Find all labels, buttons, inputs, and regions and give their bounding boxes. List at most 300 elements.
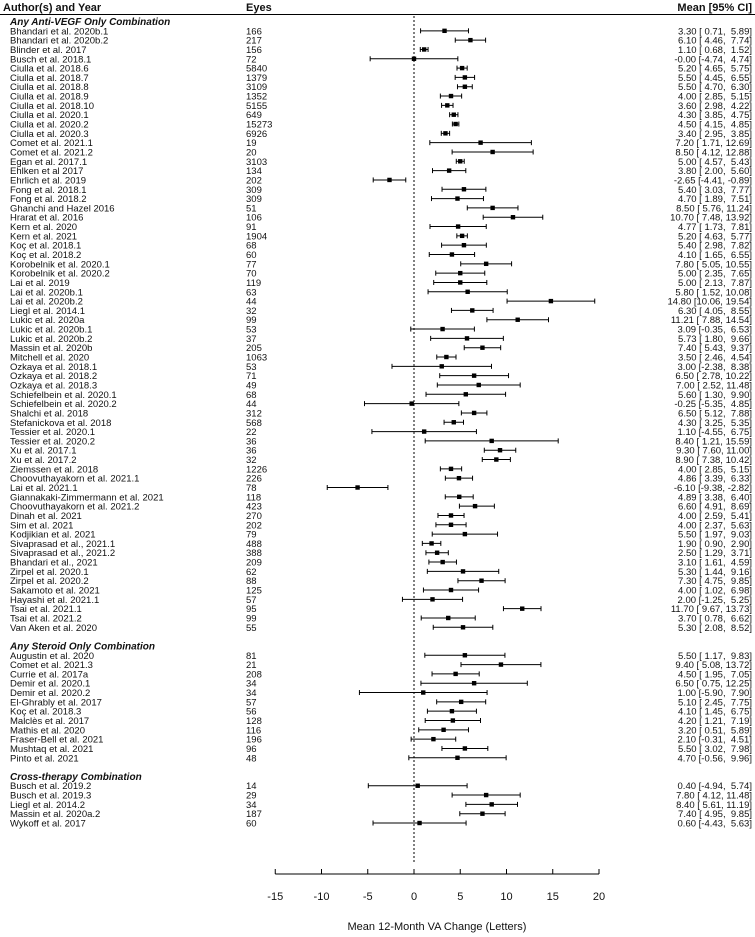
study-estimate: 10.70 [ 7.48, 13.92] xyxy=(670,212,752,224)
study-label: Lai et al. 2020b.1 xyxy=(10,287,83,299)
x-axis xyxy=(267,869,605,903)
study-eyes: 309 xyxy=(246,194,262,206)
study-estimate: 7.40 [ 4.95, 9.85] xyxy=(678,809,752,821)
x-axis-label: Mean 12-Month VA Change (Letters) xyxy=(347,921,527,933)
study-eyes: 14 xyxy=(246,781,257,793)
study-label: Ozkaya et al. 2018.1 xyxy=(10,361,98,373)
study-label: Xu et al. 2017.1 xyxy=(10,445,77,457)
study-label: Sivaprasad et al., 2021.2 xyxy=(10,548,116,560)
point-estimate xyxy=(456,224,460,228)
study-label: Fong et al. 2018.2 xyxy=(10,194,87,206)
study-eyes: 568 xyxy=(246,417,262,429)
point-estimate xyxy=(470,308,474,312)
study-label: Egan et al. 2017.1 xyxy=(10,156,88,168)
study-eyes: 1379 xyxy=(246,72,268,84)
study-eyes: 22 xyxy=(246,427,257,439)
study-label: Ghanchi and Hazel 2016 xyxy=(10,203,115,215)
header-study: Author(s) and Year xyxy=(3,2,102,14)
point-estimate xyxy=(421,690,425,694)
study-label: Schiefelbein et al. 2020.2 xyxy=(10,399,117,411)
study-estimate: 7.40 [ 5.43, 9.37] xyxy=(678,343,752,355)
point-estimate xyxy=(490,206,494,210)
study-eyes: 226 xyxy=(246,473,262,485)
study-estimate: 3.10 [ 1.61, 4.59] xyxy=(678,557,752,569)
study-estimate: 3.20 [ 0.51, 5.89] xyxy=(678,725,752,737)
point-estimate xyxy=(499,662,503,666)
study-eyes: 202 xyxy=(246,175,262,187)
point-estimate xyxy=(472,411,476,415)
point-estimate xyxy=(449,523,453,527)
point-estimate xyxy=(515,318,519,322)
study-eyes: 36 xyxy=(246,436,257,448)
study-eyes: 51 xyxy=(246,203,257,215)
point-estimate xyxy=(549,299,553,303)
point-estimate xyxy=(464,392,468,396)
study-eyes: 312 xyxy=(246,408,262,420)
study-label: Augustin et al. 2020 xyxy=(10,650,94,662)
point-estimate xyxy=(457,495,461,499)
study-label: Lukic et al. 2020a xyxy=(10,315,85,327)
point-estimate xyxy=(480,812,484,816)
study-eyes: 32 xyxy=(246,305,257,317)
study-estimate: 7.80 [ 5.05, 10.55] xyxy=(675,259,752,271)
study-label: Mathis et al. 2020 xyxy=(10,725,85,737)
point-estimate xyxy=(498,448,502,452)
study-eyes: 1904 xyxy=(246,231,268,243)
study-estimate: 4.89 [ 3.38, 6.40] xyxy=(678,492,752,504)
point-estimate xyxy=(355,485,359,489)
study-label: Zirpel et al. 2020.1 xyxy=(10,566,89,578)
study-eyes: 53 xyxy=(246,361,257,373)
group-title: Cross-therapy Combination xyxy=(10,772,142,784)
tick-label: 0 xyxy=(410,891,418,903)
point-estimate xyxy=(449,588,453,592)
study-label: Tessier et al. 2020.1 xyxy=(10,427,96,439)
point-estimate xyxy=(441,728,445,732)
study-eyes: 49 xyxy=(246,380,257,392)
study-estimate: 5.40 [ 2.98, 7.82] xyxy=(678,240,752,252)
study-label: Massin et al. 2020a.2 xyxy=(10,809,101,821)
study-estimate: 4.00 [ 2.59, 5.41] xyxy=(678,510,752,522)
study-estimate: 4.10 [ 1.65, 6.55] xyxy=(678,250,752,261)
point-estimate xyxy=(465,290,469,294)
point-estimate xyxy=(462,187,466,191)
study-label: Kern et al. 2020 xyxy=(10,222,78,234)
point-estimate xyxy=(478,140,482,144)
study-eyes: 116 xyxy=(246,725,262,737)
study-label: Pinto et al. 2021 xyxy=(10,753,79,765)
study-estimate: 2.10 [-0.31, 4.51] xyxy=(677,734,752,746)
tick-label: -15 xyxy=(267,891,284,903)
study-estimate: 6.10 [ 4.46, 7.74] xyxy=(678,35,752,47)
point-estimate xyxy=(472,373,476,377)
study-estimate: 11.21 [ 7.88, 14.54] xyxy=(670,315,752,327)
study-estimate: 4.10 [ 1.45, 6.75] xyxy=(678,706,752,718)
study-eyes: 423 xyxy=(246,501,262,513)
point-estimate xyxy=(458,159,462,163)
study-label: Mitchell et al. 2020 xyxy=(10,352,90,364)
study-eyes: 6926 xyxy=(246,128,268,140)
study-estimate: 4.77 [ 1.73, 7.81] xyxy=(678,222,752,234)
study-estimate: 9.40 [ 5.08, 13.72] xyxy=(675,660,752,672)
point-estimate xyxy=(435,551,439,555)
study-estimate: 6.50 [ 5.12, 7.88] xyxy=(678,408,752,420)
study-eyes: 119 xyxy=(246,277,262,289)
study-label: Mushtaq et al. 2021 xyxy=(10,743,94,755)
study-estimate: 4.00 [ 1.02, 6.98] xyxy=(678,585,752,597)
study-estimate: 7.30 [ 4.75, 9.85] xyxy=(678,576,752,588)
study-estimate: 5.50 [ 4.70, 6.30] xyxy=(678,82,752,94)
study-label: Ciulla et al. 2020.3 xyxy=(10,128,89,140)
point-estimate xyxy=(445,103,449,107)
study-estimate: 4.86 [ 3.39, 6.33] xyxy=(678,473,752,485)
point-estimate xyxy=(460,66,464,70)
study-estimate: 5.30 [ 1.44, 9.16] xyxy=(678,566,752,578)
point-estimate xyxy=(440,364,444,368)
study-estimate: 7.80 [ 4.12, 11.48] xyxy=(676,790,752,802)
study-eyes: 187 xyxy=(246,809,262,821)
study-label: Van Aken et al. 2020 xyxy=(10,622,97,634)
study-eyes: 106 xyxy=(246,212,262,224)
study-label: Tessier et al. 2020.2 xyxy=(10,436,96,448)
study-eyes: 128 xyxy=(246,716,262,727)
study-estimate: 7.00 [ 2.52, 11.48] xyxy=(676,380,752,392)
study-eyes: 70 xyxy=(246,268,257,280)
study-eyes: 44 xyxy=(246,399,257,411)
study-estimate: 6.50 [ 0.75, 12.25] xyxy=(675,678,752,690)
study-estimate: 4.70 [ 1.89, 7.51] xyxy=(678,194,752,206)
point-estimate xyxy=(459,700,463,704)
study-estimate: 5.73 [ 1.80, 9.66] xyxy=(678,333,752,345)
study-estimate: 3.40 [ 2.95, 3.85] xyxy=(678,128,752,140)
study-eyes: 3103 xyxy=(246,156,268,168)
point-estimate xyxy=(449,467,453,471)
study-estimate: 5.50 [ 4.45, 6.55] xyxy=(678,72,752,84)
study-estimate: 5.60 [ 1.30, 9.90] xyxy=(678,389,752,401)
study-eyes: 68 xyxy=(246,240,257,252)
study-eyes: 15273 xyxy=(246,119,273,131)
point-estimate xyxy=(455,756,459,760)
point-estimate xyxy=(460,234,464,238)
study-label: Demir et al. 2020.2 xyxy=(10,688,91,700)
point-estimate xyxy=(472,681,476,685)
point-estimate xyxy=(463,75,467,79)
study-estimate: 14.80 [10.06, 19.54] xyxy=(667,296,752,308)
study-eyes: 57 xyxy=(246,697,257,709)
study-eyes: 79 xyxy=(246,529,257,541)
study-label: Korobelnik et al. 2020.2 xyxy=(10,268,110,280)
study-estimate: 5.40 [ 3.03, 7.77] xyxy=(678,184,752,196)
study-label: Demir et al. 2020.1 xyxy=(10,678,91,690)
point-estimate xyxy=(480,346,484,350)
point-estimate xyxy=(452,113,456,117)
study-estimate: 4.00 [ 2.37, 5.63] xyxy=(678,520,752,532)
point-estimate xyxy=(455,196,459,200)
study-eyes: 36 xyxy=(246,445,257,457)
study-label: Comet et al. 2021.2 xyxy=(10,147,93,159)
study-label: Koç et al. 2018.1 xyxy=(10,240,82,252)
study-label: Comet et al. 2021.1 xyxy=(10,138,93,150)
point-estimate xyxy=(463,85,467,89)
study-label: Shalchi et al. 2018 xyxy=(10,408,89,420)
study-label: Sivaprasad et al., 2021.1 xyxy=(10,538,116,550)
study-eyes: 1352 xyxy=(246,91,268,103)
study-estimate: 3.30 [ 0.71, 5.89] xyxy=(678,26,752,38)
study-eyes: 91 xyxy=(246,222,257,234)
point-estimate xyxy=(494,457,498,461)
study-estimate: 9.30 [ 7.60, 11.00] xyxy=(676,445,752,457)
point-estimate xyxy=(479,579,483,583)
study-label: Hrarat et al. 2016 xyxy=(10,212,84,224)
point-estimate xyxy=(473,504,477,508)
study-eyes: 3109 xyxy=(246,82,268,94)
point-estimate xyxy=(463,746,467,750)
study-estimate: -6.10 [-9.38, -2.82] xyxy=(673,483,752,494)
study-label: Tsai et al. 2021.1 xyxy=(10,604,82,616)
study-eyes: 53 xyxy=(246,324,257,336)
study-label: Busch et al. 2019.3 xyxy=(10,790,92,802)
study-eyes: 88 xyxy=(246,576,257,588)
study-label: Blinder et al. 2017 xyxy=(10,44,87,56)
point-estimate xyxy=(446,616,450,620)
study-label: Giannakaki-Zimmermann et al. 2021 xyxy=(10,492,164,504)
study-label: Xu et al. 2017.2 xyxy=(10,455,77,467)
study-estimate: 1.10 [ 0.68, 1.52] xyxy=(678,44,752,56)
study-estimate: 2.50 [ 1.29, 3.71] xyxy=(678,548,752,560)
point-estimate xyxy=(511,215,515,219)
study-eyes: 5840 xyxy=(246,63,268,75)
study-eyes: 34 xyxy=(246,688,257,700)
study-label: Ciulla et al. 2018.9 xyxy=(10,91,89,103)
study-estimate: 11.70 [ 9.67, 13.73] xyxy=(670,604,752,616)
tick-label: 10 xyxy=(500,891,513,903)
point-estimate xyxy=(484,793,488,797)
point-estimate xyxy=(490,802,494,806)
point-estimate xyxy=(422,429,426,433)
study-eyes: 166 xyxy=(246,26,262,38)
study-estimate: 5.00 [ 2.35, 7.65] xyxy=(678,268,752,280)
point-estimate xyxy=(447,168,451,172)
study-label: Ciulla et al. 2018.8 xyxy=(10,82,89,94)
study-eyes: 134 xyxy=(246,166,262,178)
study-estimate: 7.20 [ 1.71, 12.69] xyxy=(675,138,752,150)
study-estimate: 3.00 [-2.38, 8.38] xyxy=(677,361,752,373)
study-estimate: 6.60 [ 4.91, 8.69] xyxy=(678,501,752,513)
study-eyes: 37 xyxy=(246,333,257,345)
point-estimate xyxy=(453,122,457,126)
study-eyes: 77 xyxy=(246,259,257,271)
study-eyes: 270 xyxy=(246,510,262,522)
point-estimate xyxy=(465,336,469,340)
study-label: Kern et al. 2021 xyxy=(10,231,78,243)
study-estimate: 2.00 [-1.25, 5.25] xyxy=(677,594,752,606)
study-estimate: 4.50 [ 4.15, 4.85] xyxy=(678,119,752,131)
header-eyes: Eyes xyxy=(246,2,272,14)
study-label: Lai et al. 2020b.2 xyxy=(10,296,83,308)
study-eyes: 156 xyxy=(246,44,262,56)
study-estimate: -0.00 [-4.74, 4.74] xyxy=(674,54,752,66)
study-label: Ciulla et al. 2020.1 xyxy=(10,110,89,122)
study-estimate: 6.30 [ 4.05, 8.55] xyxy=(678,305,752,317)
study-eyes: 217 xyxy=(246,35,262,47)
study-eyes: 32 xyxy=(246,455,257,467)
point-estimate xyxy=(422,47,426,51)
study-eyes: 118 xyxy=(246,492,262,504)
tick-label: 15 xyxy=(546,891,559,903)
study-estimate: 8.50 [ 4.12, 12.88] xyxy=(675,147,752,159)
study-estimate: 5.00 [ 4.57, 5.43] xyxy=(678,156,752,168)
study-eyes: 125 xyxy=(246,585,262,597)
study-label: Lukic et al. 2020b.1 xyxy=(10,324,93,336)
study-label: Dinah et al. 2021 xyxy=(10,510,82,522)
study-label: Ciulla et al. 2018.10 xyxy=(10,100,94,112)
point-estimate xyxy=(409,401,413,405)
study-eyes: 55 xyxy=(246,622,257,634)
study-eyes: 20 xyxy=(246,147,257,159)
study-estimate: 4.30 [ 3.85, 4.75] xyxy=(678,110,752,122)
study-label: Sim et al. 2021 xyxy=(10,520,74,532)
study-eyes: 1063 xyxy=(246,352,268,364)
study-eyes: 71 xyxy=(246,371,257,383)
tick-label: 20 xyxy=(592,891,606,903)
study-eyes: 209 xyxy=(246,557,262,569)
study-eyes: 56 xyxy=(246,706,257,718)
study-eyes: 60 xyxy=(246,818,257,830)
study-label: Korobelnik et al. 2020.1 xyxy=(10,259,110,271)
study-label: Busch et al. 2019.2 xyxy=(10,781,92,793)
study-eyes: 34 xyxy=(246,678,257,690)
study-estimate: 8.40 [ 5.61, 11.19] xyxy=(676,799,752,811)
study-label: Ozkaya et al. 2018.2 xyxy=(10,371,98,383)
study-eyes: 96 xyxy=(246,743,257,755)
study-eyes: 19 xyxy=(246,138,257,150)
study-eyes: 388 xyxy=(246,548,262,560)
tick-label: -10 xyxy=(313,891,330,903)
point-estimate xyxy=(458,280,462,284)
point-estimate xyxy=(449,513,453,517)
point-estimate xyxy=(440,327,444,331)
point-estimate xyxy=(440,560,444,564)
study-label: Kodjikian et al. 2021 xyxy=(10,529,96,541)
study-estimate: 6.50 [ 2.78, 10.22] xyxy=(675,371,752,383)
group-title: Any Steroid Only Combination xyxy=(10,641,156,653)
study-eyes: 72 xyxy=(246,54,257,66)
study-label: Tsai et al. 2021.2 xyxy=(10,613,82,625)
study-estimate: 8.50 [ 5.76, 11.24] xyxy=(676,203,752,215)
study-estimate: 3.70 [ 0.78, 6.62] xyxy=(678,613,752,625)
study-eyes: 60 xyxy=(246,250,257,261)
point-estimate xyxy=(387,178,391,182)
study-eyes: 34 xyxy=(246,799,257,811)
study-label: Malclès et al. 2017 xyxy=(10,716,90,727)
study-estimate: 3.09 [-0.35, 6.53] xyxy=(677,324,752,336)
study-eyes: 48 xyxy=(246,753,257,765)
point-estimate xyxy=(452,420,456,424)
study-eyes: 5155 xyxy=(246,100,268,112)
study-eyes: 99 xyxy=(246,315,257,327)
study-eyes: 649 xyxy=(246,110,262,122)
study-estimate: 3.60 [ 2.98, 4.22] xyxy=(678,100,752,112)
study-label: Wykoff et al. 2017 xyxy=(10,818,86,830)
study-estimate: 5.00 [ 2.13, 7.87] xyxy=(678,277,752,289)
point-estimate xyxy=(463,653,467,657)
study-estimate: 5.10 [ 2.45, 7.75] xyxy=(678,697,752,709)
study-estimate: 4.00 [ 2.85, 5.15] xyxy=(678,464,752,476)
point-estimate xyxy=(450,709,454,713)
study-label: Koç et al. 2018.3 xyxy=(10,706,82,718)
study-label: Currie et al. 2017a xyxy=(10,669,89,681)
study-label: Ehlken et al 2017 xyxy=(10,166,84,178)
study-eyes: 57 xyxy=(246,594,257,606)
study-label: Fong et al. 2018.1 xyxy=(10,184,87,196)
study-label: Choovuthayakorn et al. 2021.1 xyxy=(10,473,140,485)
study-eyes: 29 xyxy=(246,790,257,802)
study-estimate: 5.30 [ 2.08, 8.52] xyxy=(678,622,752,634)
point-estimate xyxy=(444,355,448,359)
study-estimate: 4.50 [ 1.95, 7.05] xyxy=(678,669,752,681)
study-label: Comet et al. 2021.3 xyxy=(10,660,93,672)
study-label: Ozkaya et al. 2018.3 xyxy=(10,380,98,392)
study-estimate: 5.50 [ 3.02, 7.98] xyxy=(678,743,752,755)
study-rows xyxy=(9,17,752,829)
study-estimate: 0.40 [-4.94, 5.74] xyxy=(677,781,752,793)
point-estimate xyxy=(429,541,433,545)
study-label: Stefanickova et al. 2018 xyxy=(10,417,112,429)
study-label: Massin et al. 2020b xyxy=(10,343,93,355)
study-label: Bhandari et al. 2020b.1 xyxy=(10,26,109,38)
study-estimate: 1.10 [-4.55, 6.75] xyxy=(677,427,752,439)
study-estimate: 4.70 [-0.56, 9.96] xyxy=(677,753,752,765)
study-estimate: 4.20 [ 1.21, 7.19] xyxy=(678,716,752,727)
point-estimate xyxy=(520,606,524,610)
study-eyes: 205 xyxy=(246,343,262,355)
study-label: Liegl et al. 2014.2 xyxy=(10,799,86,811)
point-estimate xyxy=(442,29,446,33)
study-eyes: 68 xyxy=(246,389,257,401)
study-label: Ciulla et al. 2020.2 xyxy=(10,119,89,131)
tick-label: 5 xyxy=(457,891,464,903)
study-label: Choovuthayakorn et al. 2021.2 xyxy=(10,501,140,513)
point-estimate xyxy=(461,625,465,629)
study-estimate: 0.60 [-4.43, 5.63] xyxy=(677,818,752,830)
study-label: Lai et al. 2019 xyxy=(10,277,70,289)
study-label: Ciulla et al. 2018.6 xyxy=(10,63,89,75)
study-label: Busch et al. 2018.1 xyxy=(10,54,92,66)
study-label: Liegl et al. 2014.1 xyxy=(10,305,86,317)
study-estimate: 8.40 [ 1.21, 15.59] xyxy=(675,436,752,448)
study-label: Ziemssen et al. 2018 xyxy=(10,464,99,476)
study-eyes: 81 xyxy=(246,650,257,662)
study-estimate: -0.25 [-5.35, 4.85] xyxy=(674,399,752,411)
study-estimate: 3.50 [ 2.46, 4.54] xyxy=(678,352,752,364)
header-estimate: Mean [95% CI] xyxy=(677,2,752,14)
study-label: Ehrlich et al. 2019 xyxy=(10,175,87,187)
study-label: El-Ghrably et al. 2017 xyxy=(10,697,102,709)
study-eyes: 488 xyxy=(246,538,262,550)
point-estimate xyxy=(430,597,434,601)
point-estimate xyxy=(468,38,472,42)
study-eyes: 78 xyxy=(246,483,257,494)
study-eyes: 63 xyxy=(246,287,257,299)
study-label: Lukic et al. 2020b.2 xyxy=(10,333,93,345)
study-label: Hayashi et al. 2021.1 xyxy=(10,594,100,606)
study-eyes: 95 xyxy=(246,604,257,616)
study-estimate: 1.90 [ 0.90, 2.90] xyxy=(678,538,752,550)
study-estimate: 5.20 [ 4.65, 5.75] xyxy=(678,63,752,75)
point-estimate xyxy=(412,57,416,61)
study-estimate: 1.00 [-5.90, 7.90] xyxy=(677,688,752,700)
point-estimate xyxy=(431,737,435,741)
